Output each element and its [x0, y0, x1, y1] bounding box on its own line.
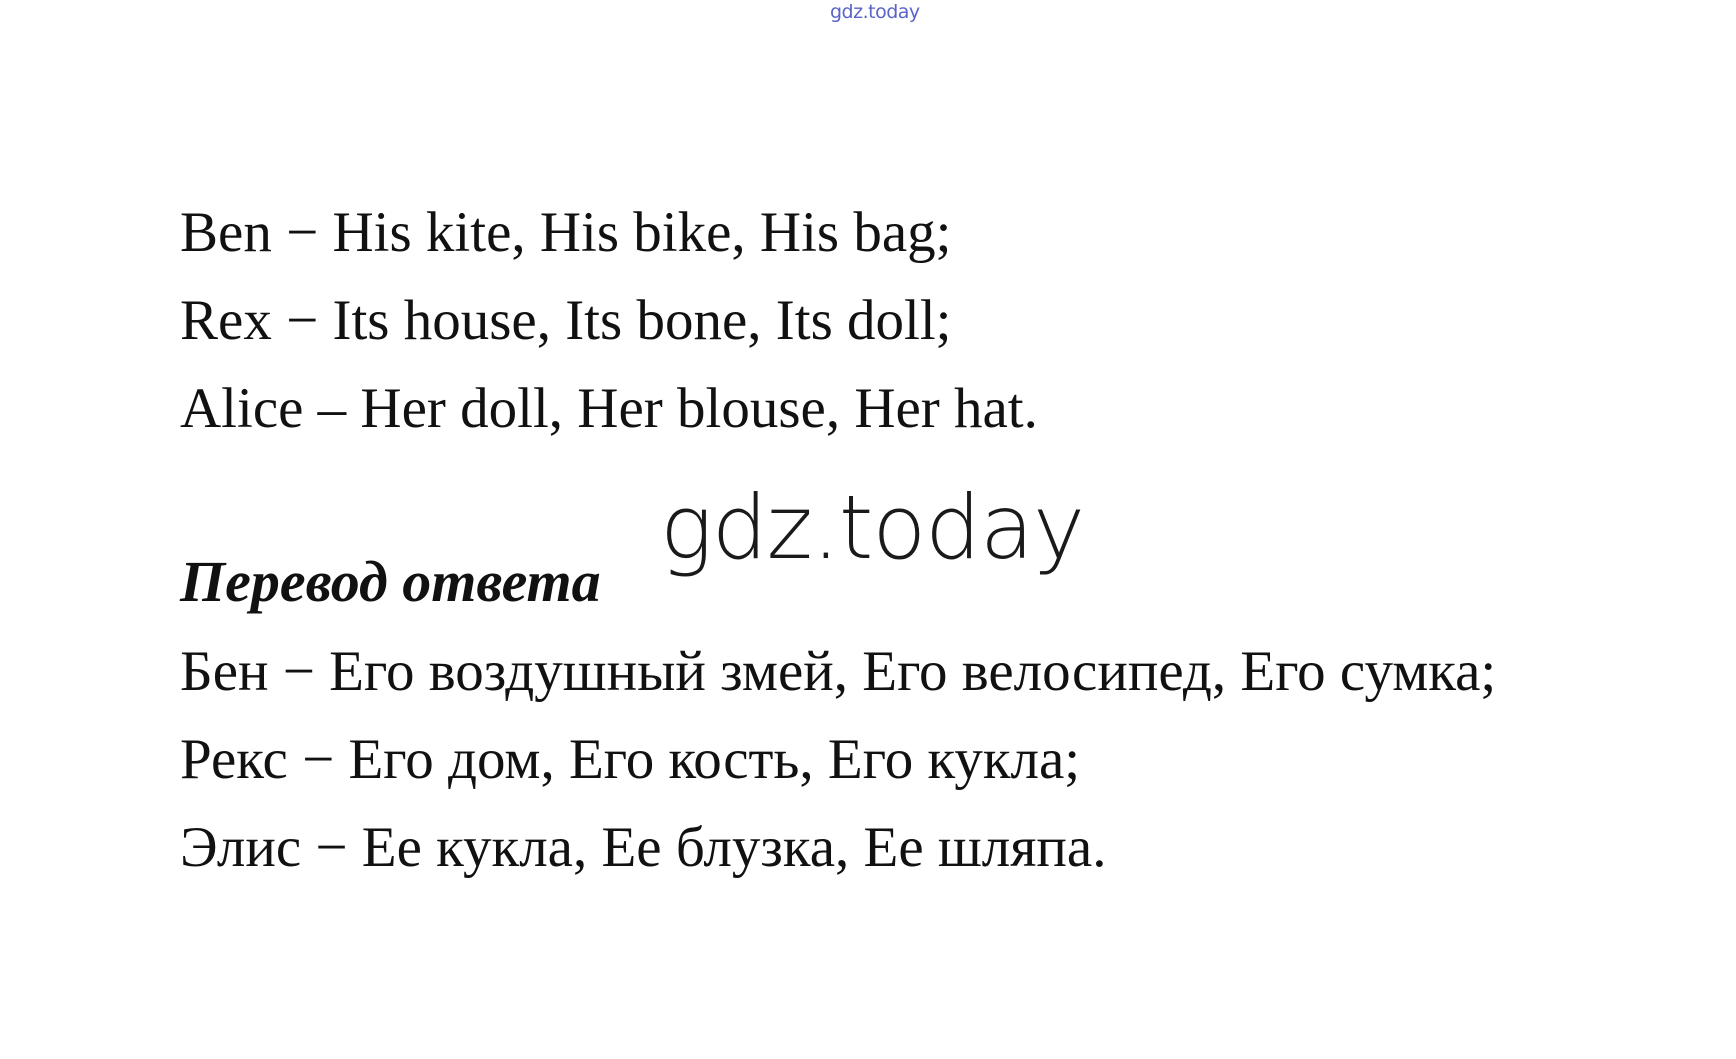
- watermark-middle: gdz.today: [660, 476, 1085, 579]
- translation-heading: Перевод ответа: [180, 549, 601, 614]
- answer-line-rex: Rex − Its house, Its bone, Its doll;: [180, 289, 952, 352]
- watermark-top: gdz.today: [830, 1, 920, 23]
- answer-line-ben: Ben − His kite, His bike, His bag;: [180, 201, 952, 264]
- answer-block: [180, 189, 1038, 453]
- translation-line-ben: Бен − Его воздушный змей, Его велосипед, Его сумка;: [180, 640, 1497, 703]
- translation-line-alice: Элис − Ее кукла, Ее блузка, Ее шляпа.: [180, 816, 1107, 879]
- translation-line-rex: Рекс − Его дом, Его кость, Его кукла;: [180, 728, 1081, 791]
- translation-block: [180, 628, 1496, 892]
- answer-line-alice: Alice – Her doll, Her blouse, Her hat.: [180, 377, 1038, 440]
